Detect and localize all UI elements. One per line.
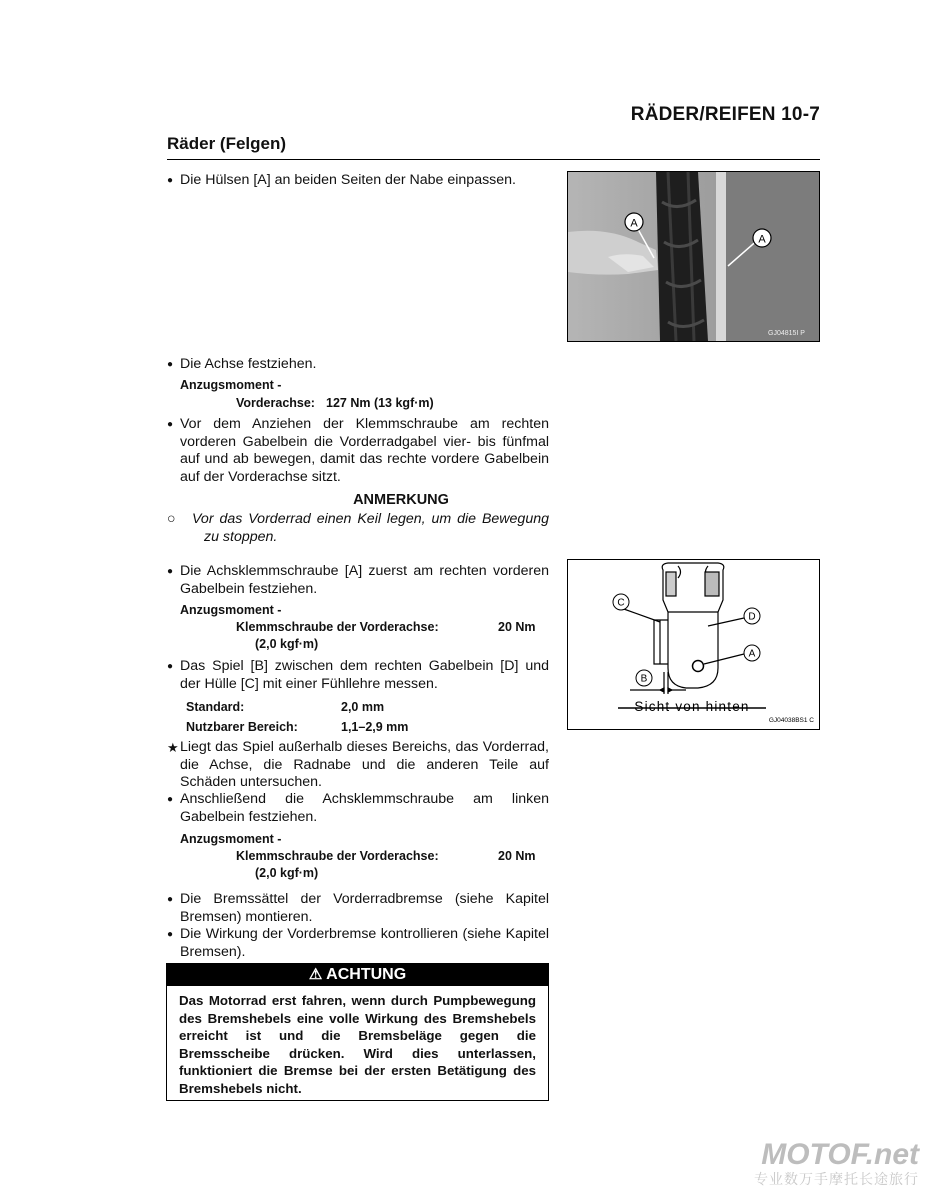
bullet-marker: ● — [167, 894, 174, 905]
label-c: C — [617, 597, 625, 609]
bullet-text: Die Hülsen [A] an beiden Seiten der Nabe einpassen. — [180, 172, 516, 188]
torque-label: Anzugsmoment - — [180, 603, 282, 617]
section-title: Räder (Felgen) — [167, 134, 287, 153]
torque-value: 20 Nm — [498, 849, 536, 863]
bullet-marker: ● — [167, 661, 174, 672]
bullet-text: Das Spiel [B] zwischen dem rechten Gabelbein [D] und der Hülle [C] mit einer Fühllehre messen. — [180, 658, 549, 692]
watermark-subtitle: 专业数万手摩托长途旅行 — [754, 1171, 919, 1187]
bullet-text: Liegt das Spiel außerhalb dieses Bereichs, das Vorderrad, die Achse, die Radnabe und die anderen Teile auf Schäden untersuchen. — [180, 739, 549, 790]
note-box — [167, 511, 549, 546]
list-item — [167, 172, 549, 190]
list-item — [167, 739, 549, 792]
note-title: ANMERKUNG — [353, 492, 449, 508]
spec-standard-label: Standard: — [186, 700, 245, 714]
bullet-marker: ● — [167, 929, 174, 940]
bullet-text: Die Wirkung der Vorderbremse kontrollieren (siehe Kapitel Bremsen). — [180, 926, 549, 960]
bullet-marker: ● — [167, 419, 174, 430]
wheel-photo-illustration — [568, 172, 819, 341]
fork-diagram-illustration — [568, 560, 819, 729]
list-item — [167, 356, 549, 374]
chapter-header: RÄDER/REIFEN 10-7 — [630, 104, 820, 125]
list-item — [167, 891, 549, 926]
torque-item: Klemmschraube der Vorderachse: — [236, 620, 439, 634]
watermark-brand: MOTOF.net — [761, 1138, 919, 1171]
bullet-text: Vor dem Anziehen der Klemmschraube am rechten vorderen Gabelbein die Vorderradgabel vier- bis fünfmal auf und ab bewegen, damit das rechte vordere Gabelbein auf der Vorderachse sitzt. — [180, 416, 549, 485]
note-marker: ○ — [167, 511, 176, 527]
warning-triangle-icon: ⚠ — [308, 966, 323, 983]
label-a-left: A — [630, 217, 638, 230]
label-a: A — [748, 648, 756, 660]
warning-text: Das Motorrad erst fahren, wenn durch Pumpbewegung des Bremshebels eine volle Wirkung des Bremshebels erreicht ist und die Bremsbeläge gegen die Bremsscheibe drücken. Wird dies unterlassen, funktioniert die Bremse bei der ersten Betätigung des Bremshebels nicht. — [179, 993, 536, 1096]
bullet-text: Die Achse festziehen. — [180, 356, 317, 372]
bullet-marker: ● — [167, 794, 174, 805]
torque-label: Anzugsmoment - — [180, 378, 282, 392]
figure-wheel-photo — [567, 171, 820, 342]
list-item — [167, 563, 549, 598]
spec-range-value: 1,1–2,9 mm — [341, 720, 409, 734]
spec-standard-value: 2,0 mm — [341, 700, 385, 714]
figure-code: GJ04038BS1 C — [768, 717, 814, 724]
bullet-marker: ● — [167, 359, 174, 370]
torque-item: Vorderachse: — [236, 396, 315, 410]
figure-code: GJ04815I P — [768, 330, 805, 337]
torque-value-kgf: (2,0 kgf·m) — [255, 866, 319, 880]
list-item — [167, 658, 549, 693]
label-b: B — [640, 673, 648, 685]
torque-item: Klemmschraube der Vorderachse: — [236, 849, 439, 863]
torque-value: 20 Nm — [498, 620, 536, 634]
list-item — [167, 926, 549, 961]
list-item — [167, 416, 549, 486]
section-divider — [167, 159, 820, 160]
torque-label: Anzugsmoment - — [180, 832, 282, 846]
bullet-text: Anschließend die Achsklemmschraube am linken Gabelbein festziehen. — [180, 791, 549, 825]
figure-caption: Sicht von hinten — [634, 699, 750, 714]
star-marker: ★ — [167, 740, 179, 755]
warning-header — [167, 964, 548, 986]
watermark — [754, 1140, 919, 1188]
spec-range-label: Nutzbarer Bereich: — [186, 720, 298, 734]
list-item — [167, 791, 549, 826]
label-d: D — [748, 611, 756, 623]
bullet-text: Die Achsklemmschraube [A] zuerst am rechten vorderen Gabelbein festziehen. — [180, 563, 549, 597]
label-a-right: A — [758, 233, 766, 246]
torque-value-kgf: (2,0 kgf·m) — [255, 637, 319, 651]
warning-title: ACHTUNG — [326, 966, 407, 983]
bullet-marker: ● — [167, 566, 174, 577]
bullet-marker: ● — [167, 175, 174, 186]
torque-value: 127 Nm (13 kgf·m) — [326, 396, 434, 410]
note-text: Vor das Vorderrad einen Keil legen, um die Bewegung zu stoppen. — [192, 511, 549, 545]
bullet-text: Die Bremssättel der Vorderradbremse (siehe Kapitel Bremsen) montieren. — [180, 891, 549, 925]
warning-box — [166, 963, 549, 1101]
figure-fork-diagram — [567, 559, 820, 730]
